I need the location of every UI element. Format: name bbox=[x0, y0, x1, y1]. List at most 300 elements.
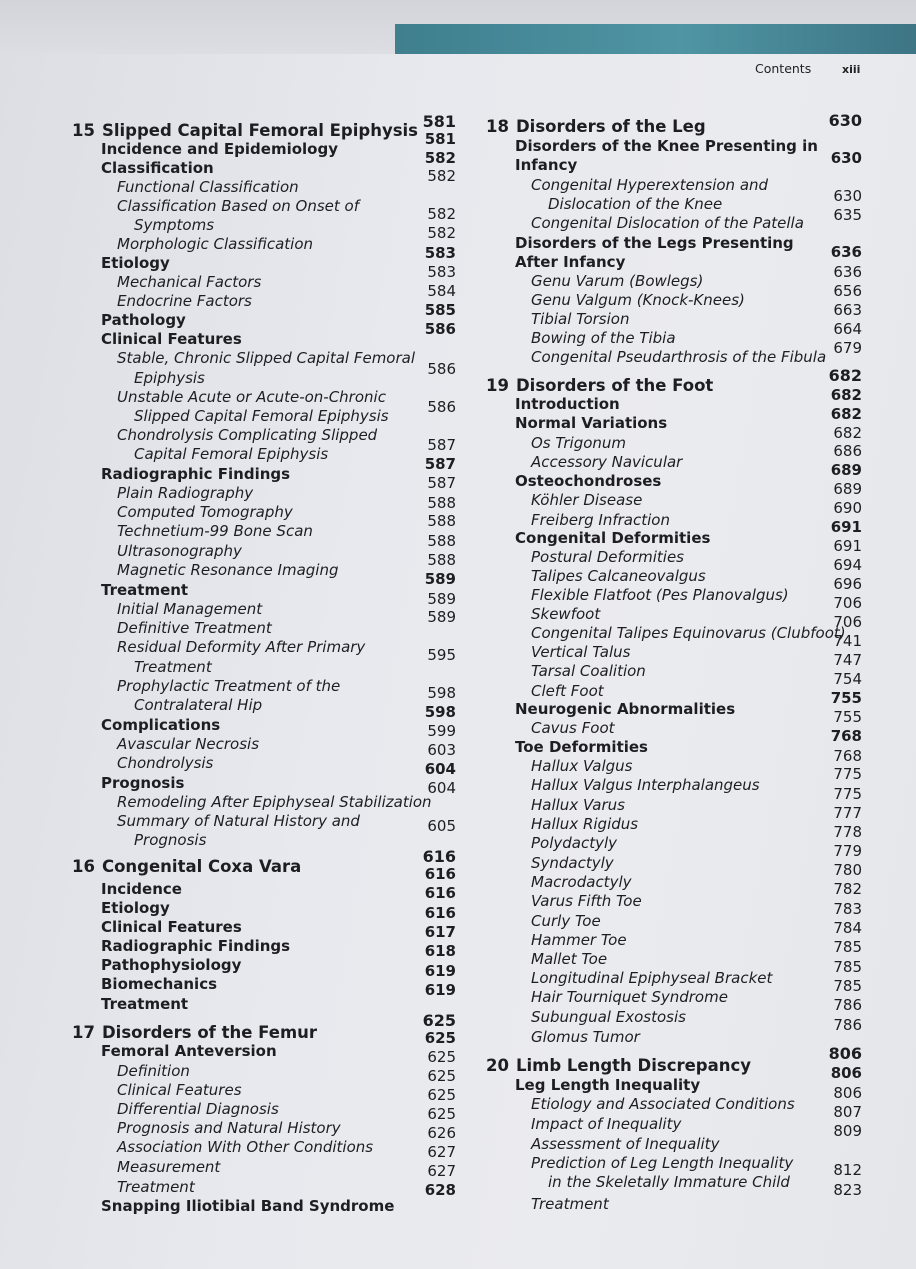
page-ref: 616 bbox=[424, 884, 456, 902]
subsection-entry bbox=[531, 969, 772, 988]
entry-title: Disorders of the Femur bbox=[101, 1023, 318, 1042]
subsection-entry bbox=[117, 388, 386, 407]
page-ref: 589 bbox=[427, 608, 456, 626]
subsection-entry bbox=[134, 369, 205, 388]
entry-title: Cleft Foot bbox=[531, 682, 604, 700]
page-ref: 689 bbox=[830, 461, 862, 479]
entry-title: Remodeling After Epiphyseal Stabilization bbox=[117, 793, 432, 811]
page-ref: 586 bbox=[427, 360, 456, 378]
page-ref: 616 bbox=[424, 865, 456, 883]
page-ref: 627 bbox=[427, 1143, 456, 1161]
subsection-entry bbox=[134, 658, 212, 677]
entry-title: Disorders of the Legs Presenting bbox=[515, 234, 794, 252]
header-color-band bbox=[395, 24, 916, 54]
page-ref: 604 bbox=[427, 779, 456, 797]
page-ref: 812 bbox=[833, 1161, 862, 1179]
page-ref: 682 bbox=[830, 405, 862, 423]
page-ref: 679 bbox=[833, 339, 862, 357]
entry-title: Osteochondroses bbox=[515, 472, 662, 490]
entry-title: Incidence and Epidemiology bbox=[101, 140, 339, 158]
page-ref: 582 bbox=[427, 205, 456, 223]
page-ref: 682 bbox=[830, 386, 862, 404]
page-ref: 706 bbox=[833, 594, 862, 612]
subsection-entry bbox=[531, 434, 626, 453]
page-ref: 619 bbox=[424, 981, 456, 999]
section-entry bbox=[101, 899, 170, 918]
subsection-entry bbox=[117, 638, 365, 657]
subsection-entry bbox=[117, 1138, 373, 1157]
page-ref: 625 bbox=[427, 1067, 456, 1085]
subsection-entry bbox=[134, 216, 214, 235]
page-ref: 777 bbox=[833, 804, 862, 822]
subsection-entry bbox=[531, 757, 632, 776]
page-ref: 778 bbox=[833, 823, 862, 841]
page-ref: 686 bbox=[833, 442, 862, 460]
page-ref: 696 bbox=[833, 575, 862, 593]
entry-title: Disorders of the Knee Presenting in bbox=[515, 137, 818, 155]
subsection-entry bbox=[548, 1173, 790, 1192]
entry-title: Classification bbox=[101, 159, 214, 177]
section-entry bbox=[515, 137, 818, 156]
page-ref: 595 bbox=[427, 646, 456, 664]
subsection-entry bbox=[531, 272, 703, 291]
subsection-entry bbox=[117, 235, 313, 254]
entry-title: Syndactyly bbox=[531, 854, 614, 872]
subsection-entry bbox=[117, 273, 261, 292]
section-entry bbox=[101, 937, 290, 956]
subsection-entry bbox=[117, 349, 415, 368]
entry-title: Differential Diagnosis bbox=[117, 1100, 279, 1118]
section-entry bbox=[101, 330, 242, 349]
entry-title: Hallux Rigidus bbox=[531, 815, 639, 833]
entry-title: Epiphysis bbox=[134, 369, 205, 387]
entry-title: Introduction bbox=[515, 395, 620, 413]
page-ref: 589 bbox=[424, 570, 456, 588]
subsection-entry bbox=[531, 567, 706, 586]
page-ref: 689 bbox=[833, 480, 862, 498]
entry-title: Disorders of the Foot bbox=[515, 376, 714, 395]
entry-title: Functional Classification bbox=[117, 178, 299, 196]
subsection-entry bbox=[134, 407, 389, 426]
subsection-entry bbox=[531, 176, 768, 195]
page-ref: 627 bbox=[427, 1162, 456, 1180]
subsection-entry bbox=[117, 1158, 220, 1177]
entry-title: Toe Deformities bbox=[515, 738, 648, 756]
entry-title: Treatment bbox=[134, 658, 212, 676]
entry-title: Disorders of the Leg bbox=[515, 117, 706, 136]
entry-title: Magnetic Resonance Imaging bbox=[117, 561, 339, 579]
subsection-entry bbox=[117, 619, 272, 638]
page-ref: 581 bbox=[422, 112, 456, 131]
page-ref: 588 bbox=[427, 532, 456, 550]
subsection-entry bbox=[117, 754, 213, 773]
entry-title: Ultrasonography bbox=[117, 542, 242, 560]
entry-title: Pathology bbox=[101, 311, 186, 329]
page-ref: 636 bbox=[833, 263, 862, 281]
section-entry bbox=[515, 738, 648, 757]
chapter-number: 15 bbox=[72, 121, 95, 140]
page-ref: 582 bbox=[424, 149, 456, 167]
entry-title: Skewfoot bbox=[531, 605, 601, 623]
entry-title: Genu Valgum (Knock-Knees) bbox=[531, 291, 745, 309]
section-entry bbox=[101, 774, 184, 793]
section-entry bbox=[101, 1197, 394, 1216]
page-ref: 617 bbox=[424, 923, 456, 941]
page-ref: 588 bbox=[427, 551, 456, 569]
subsection-entry bbox=[531, 873, 632, 892]
subsection-entry bbox=[134, 696, 262, 715]
page-ref: 628 bbox=[424, 1181, 456, 1199]
page-ref: 656 bbox=[833, 282, 862, 300]
subsection-entry bbox=[117, 484, 253, 503]
page-ref: 616 bbox=[424, 904, 456, 922]
subsection-entry bbox=[531, 511, 670, 530]
subsection-entry bbox=[117, 542, 242, 561]
entry-title: Congenital Pseudarthrosis of the Fibula bbox=[531, 348, 827, 366]
page-ref: 598 bbox=[424, 703, 456, 721]
page-ref: 605 bbox=[427, 817, 456, 835]
subsection-entry bbox=[117, 178, 299, 197]
entry-title: Macrodactyly bbox=[531, 873, 632, 891]
entry-title: Morphologic Classification bbox=[117, 235, 314, 253]
entry-title: Hammer Toe bbox=[531, 931, 627, 949]
subsection-entry bbox=[117, 1081, 242, 1100]
entry-title: Etiology bbox=[101, 899, 170, 917]
page-ref: 625 bbox=[427, 1086, 456, 1104]
page-ref: 586 bbox=[427, 398, 456, 416]
entry-title: Treatment bbox=[101, 581, 189, 599]
chapter-heading bbox=[72, 857, 301, 876]
entry-title: Classification Based on Onset of bbox=[117, 197, 359, 215]
entry-title: After Infancy bbox=[515, 253, 626, 271]
page-ref: 584 bbox=[427, 282, 456, 300]
subsection-entry bbox=[531, 214, 804, 233]
page-ref: 636 bbox=[830, 243, 862, 261]
subsection-entry bbox=[531, 310, 629, 329]
entry-title: Unstable Acute or Acute-on-Chronic bbox=[117, 388, 386, 406]
page-ref: 754 bbox=[833, 670, 862, 688]
entry-title: Biomechanics bbox=[101, 975, 218, 993]
page-ref: 806 bbox=[833, 1084, 862, 1102]
page-ref: 823 bbox=[833, 1181, 862, 1199]
page-ref: 775 bbox=[833, 785, 862, 803]
page-ref: 630 bbox=[833, 187, 862, 205]
entry-title: Mechanical Factors bbox=[117, 273, 262, 291]
page-ref: 755 bbox=[830, 689, 862, 707]
page-ref: 585 bbox=[424, 301, 456, 319]
entry-title: Endocrine Factors bbox=[117, 292, 252, 310]
entry-title: Varus Fifth Toe bbox=[531, 892, 642, 910]
subsection-entry bbox=[531, 834, 617, 853]
entry-title: Capital Femoral Epiphysis bbox=[134, 445, 329, 463]
subsection-entry bbox=[531, 624, 846, 643]
subsection-entry bbox=[531, 1095, 795, 1114]
chapter-heading bbox=[72, 121, 418, 140]
section-entry bbox=[515, 414, 667, 433]
page-ref: 587 bbox=[427, 474, 456, 492]
subsection-entry bbox=[531, 662, 646, 681]
entry-title: Prognosis and Natural History bbox=[117, 1119, 341, 1137]
section-entry bbox=[101, 465, 290, 484]
page-ref: 786 bbox=[833, 996, 862, 1014]
subsection-entry bbox=[531, 1135, 719, 1154]
section-entry bbox=[101, 311, 186, 330]
section-entry bbox=[515, 700, 735, 719]
subsection-entry bbox=[117, 522, 313, 541]
running-head: Contents bbox=[755, 61, 812, 76]
page-ref: 806 bbox=[830, 1064, 862, 1082]
page-ref: 626 bbox=[427, 1124, 456, 1142]
section-entry bbox=[101, 159, 214, 178]
entry-title: Slipped Capital Femoral Epiphysis bbox=[134, 407, 389, 425]
page-ref: 588 bbox=[427, 512, 456, 530]
subsection-entry bbox=[117, 1100, 279, 1119]
subsection-entry bbox=[548, 195, 722, 214]
page-number: xiii bbox=[842, 63, 861, 76]
entry-title: Radiographic Findings bbox=[101, 937, 291, 955]
page-ref: 780 bbox=[833, 861, 862, 879]
page-ref: 807 bbox=[833, 1103, 862, 1121]
section-entry bbox=[101, 716, 220, 735]
entry-title: Limb Length Discrepancy bbox=[515, 1056, 752, 1075]
entry-title: Freiberg Infraction bbox=[531, 511, 670, 529]
subsection-entry bbox=[117, 735, 259, 754]
subsection-entry bbox=[117, 677, 340, 696]
page-ref: 682 bbox=[828, 366, 862, 385]
subsection-entry bbox=[531, 1028, 640, 1047]
page-ref: 664 bbox=[833, 320, 862, 338]
entry-title: Etiology and Associated Conditions bbox=[531, 1095, 795, 1113]
entry-title: Radiographic Findings bbox=[101, 465, 291, 483]
page-ref: 587 bbox=[424, 455, 456, 473]
section-entry bbox=[515, 234, 794, 253]
chapter-heading bbox=[486, 376, 713, 395]
subsection-entry bbox=[117, 600, 262, 619]
chapter-number: 19 bbox=[486, 376, 509, 395]
entry-title: Prophylactic Treatment of the bbox=[117, 677, 341, 695]
subsection-entry bbox=[531, 796, 625, 815]
page-ref: 589 bbox=[427, 590, 456, 608]
chapter-number: 20 bbox=[486, 1056, 509, 1075]
subsection-entry bbox=[531, 1115, 681, 1134]
section-entry bbox=[515, 395, 620, 414]
entry-title: Snapping Iliotibial Band Syndrome bbox=[101, 1197, 395, 1215]
entry-title: Neurogenic Abnormalities bbox=[515, 700, 736, 718]
page-ref: 768 bbox=[830, 727, 862, 745]
page-ref: 588 bbox=[427, 494, 456, 512]
subsection-entry bbox=[531, 815, 638, 834]
entry-title: Treatment bbox=[117, 1178, 195, 1196]
page-ref: 775 bbox=[833, 765, 862, 783]
entry-title: Subungual Exostosis bbox=[531, 1008, 686, 1026]
section-entry bbox=[515, 253, 625, 272]
chapter-heading bbox=[486, 117, 706, 136]
entry-title: Plain Radiography bbox=[117, 484, 254, 502]
entry-title: Prognosis bbox=[101, 774, 185, 792]
chapter-number: 17 bbox=[72, 1023, 95, 1042]
entry-title: Vertical Talus bbox=[531, 643, 631, 661]
page-ref: 625 bbox=[422, 1011, 456, 1030]
entry-title: Tibial Torsion bbox=[531, 310, 630, 328]
entry-title: Bowing of the Tibia bbox=[531, 329, 676, 347]
entry-title: Tarsal Coalition bbox=[531, 662, 646, 680]
chapter-heading bbox=[486, 1056, 751, 1075]
page-ref: 779 bbox=[833, 842, 862, 860]
subsection-entry bbox=[531, 291, 745, 310]
page-ref: 786 bbox=[833, 1016, 862, 1034]
section-entry bbox=[101, 140, 338, 159]
entry-title: Association With Other Conditions bbox=[117, 1138, 374, 1156]
entry-title: Definition bbox=[117, 1062, 190, 1080]
entry-title: Residual Deformity After Primary bbox=[117, 638, 366, 656]
entry-title: Postural Deformities bbox=[531, 548, 684, 566]
page-ref: 755 bbox=[833, 708, 862, 726]
entry-title: Congenital Deformities bbox=[515, 529, 711, 547]
subsection-entry bbox=[117, 812, 360, 831]
subsection-entry bbox=[134, 831, 206, 850]
page-ref: 783 bbox=[833, 900, 862, 918]
entry-title: Hallux Varus bbox=[531, 796, 625, 814]
entry-title: Avascular Necrosis bbox=[117, 735, 260, 753]
section-entry bbox=[101, 254, 170, 273]
page-ref: 784 bbox=[833, 919, 862, 937]
entry-title: Dislocation of the Knee bbox=[548, 195, 723, 213]
subsection-entry bbox=[134, 445, 328, 464]
page-ref: 583 bbox=[427, 263, 456, 281]
subsection-entry bbox=[117, 426, 377, 445]
entry-title: Glomus Tumor bbox=[531, 1028, 640, 1046]
page-ref: 691 bbox=[830, 518, 862, 536]
entry-title: Clinical Features bbox=[117, 1081, 242, 1099]
entry-title: Curly Toe bbox=[531, 912, 601, 930]
subsection-entry bbox=[531, 950, 607, 969]
page-ref: 782 bbox=[833, 880, 862, 898]
subsection-entry bbox=[531, 682, 604, 701]
entry-title: Treatment bbox=[101, 995, 189, 1013]
section-entry bbox=[515, 156, 577, 175]
subsection-entry bbox=[117, 561, 339, 580]
entry-title: Infancy bbox=[515, 156, 578, 174]
subsection-entry bbox=[531, 1008, 686, 1027]
entry-title: Computed Tomography bbox=[117, 503, 293, 521]
entry-title: Prediction of Leg Length Inequality bbox=[531, 1154, 794, 1172]
subsection-entry bbox=[531, 548, 684, 567]
subsection-entry bbox=[531, 605, 600, 624]
page-ref: 785 bbox=[833, 958, 862, 976]
subsection-entry bbox=[117, 793, 432, 812]
subsection-entry bbox=[531, 586, 789, 605]
page-ref: 706 bbox=[833, 613, 862, 631]
entry-title: Polydactyly bbox=[531, 834, 618, 852]
entry-title: Hallux Valgus bbox=[531, 757, 633, 775]
entry-title: Slipped Capital Femoral Epiphysis bbox=[101, 121, 419, 140]
entry-title: Prognosis bbox=[134, 831, 207, 849]
section-entry bbox=[101, 1042, 277, 1061]
page-ref: 603 bbox=[427, 741, 456, 759]
entry-title: Normal Variations bbox=[515, 414, 668, 432]
entry-title: Impact of Inequality bbox=[531, 1115, 682, 1133]
entry-title: Mallet Toe bbox=[531, 950, 608, 968]
section-entry bbox=[101, 918, 242, 937]
entry-title: Contralateral Hip bbox=[134, 696, 263, 714]
section-entry bbox=[515, 1076, 700, 1095]
entry-title: Congenital Coxa Vara bbox=[101, 857, 302, 876]
page-ref: 625 bbox=[427, 1048, 456, 1066]
subsection-entry bbox=[531, 643, 630, 662]
page-ref: 582 bbox=[427, 224, 456, 242]
page-ref: 691 bbox=[833, 537, 862, 555]
entry-title: Initial Management bbox=[117, 600, 263, 618]
entry-title: Definitive Treatment bbox=[117, 619, 272, 637]
page-ref: 630 bbox=[828, 111, 862, 130]
subsection-entry bbox=[117, 1119, 341, 1138]
entry-title: Hair Tourniquet Syndrome bbox=[531, 988, 728, 1006]
section-entry bbox=[101, 975, 217, 994]
page-ref: 768 bbox=[833, 747, 862, 765]
entry-title: Talipes Calcaneovalgus bbox=[531, 567, 706, 585]
page-ref: 599 bbox=[427, 722, 456, 740]
subsection-entry bbox=[117, 1062, 190, 1081]
section-entry bbox=[101, 995, 188, 1014]
entry-title: Stable, Chronic Slipped Capital Femoral bbox=[117, 349, 416, 367]
entry-title: Treatment bbox=[531, 1195, 609, 1213]
entry-title: Congenital Talipes Equinovarus (Clubfoot) bbox=[531, 624, 846, 642]
chapter-number: 16 bbox=[72, 857, 95, 876]
chapter-number: 18 bbox=[486, 117, 509, 136]
page-ref: 690 bbox=[833, 499, 862, 517]
subsection-entry bbox=[117, 197, 359, 216]
entry-title: Symptoms bbox=[134, 216, 215, 234]
subsection-entry bbox=[531, 776, 760, 795]
entry-title: Assessment of Inequality bbox=[531, 1135, 720, 1153]
section-entry bbox=[515, 472, 661, 491]
section-entry bbox=[101, 880, 182, 899]
entry-title: Clinical Features bbox=[101, 918, 242, 936]
section-entry bbox=[515, 529, 710, 548]
entry-title: Technetium-99 Bone Scan bbox=[117, 522, 313, 540]
subsection-entry bbox=[117, 292, 252, 311]
page-ref: 785 bbox=[833, 938, 862, 956]
entry-title: Summary of Natural History and bbox=[117, 812, 360, 830]
entry-title: in the Skeletally Immature Child bbox=[548, 1173, 790, 1191]
entry-title: Genu Varum (Bowlegs) bbox=[531, 272, 704, 290]
page-ref: 785 bbox=[833, 977, 862, 995]
subsection-entry bbox=[531, 1195, 609, 1214]
subsection-entry bbox=[531, 892, 642, 911]
page-ref: 809 bbox=[833, 1122, 862, 1140]
subsection-entry bbox=[117, 1178, 195, 1197]
subsection-entry bbox=[117, 503, 293, 522]
entry-title: Chondrolysis Complicating Slipped bbox=[117, 426, 378, 444]
chapter-heading bbox=[72, 1023, 317, 1042]
page-ref: 604 bbox=[424, 760, 456, 778]
entry-title: Congenital Dislocation of the Patella bbox=[531, 214, 804, 232]
entry-title: Longitudinal Epiphyseal Bracket bbox=[531, 969, 773, 987]
subsection-entry bbox=[531, 329, 676, 348]
entry-title: Clinical Features bbox=[101, 330, 242, 348]
entry-title: Femoral Anteversion bbox=[101, 1042, 277, 1060]
entry-title: Hallux Valgus Interphalangeus bbox=[531, 776, 760, 794]
page-ref: 694 bbox=[833, 556, 862, 574]
page-ref: 630 bbox=[830, 149, 862, 167]
page-ref: 625 bbox=[427, 1105, 456, 1123]
subsection-entry bbox=[531, 912, 601, 931]
page-ref: 582 bbox=[427, 167, 456, 185]
subsection-entry bbox=[531, 348, 826, 367]
entry-title: Pathophysiology bbox=[101, 956, 242, 974]
page-ref: 619 bbox=[424, 962, 456, 980]
page-ref: 581 bbox=[424, 130, 456, 148]
